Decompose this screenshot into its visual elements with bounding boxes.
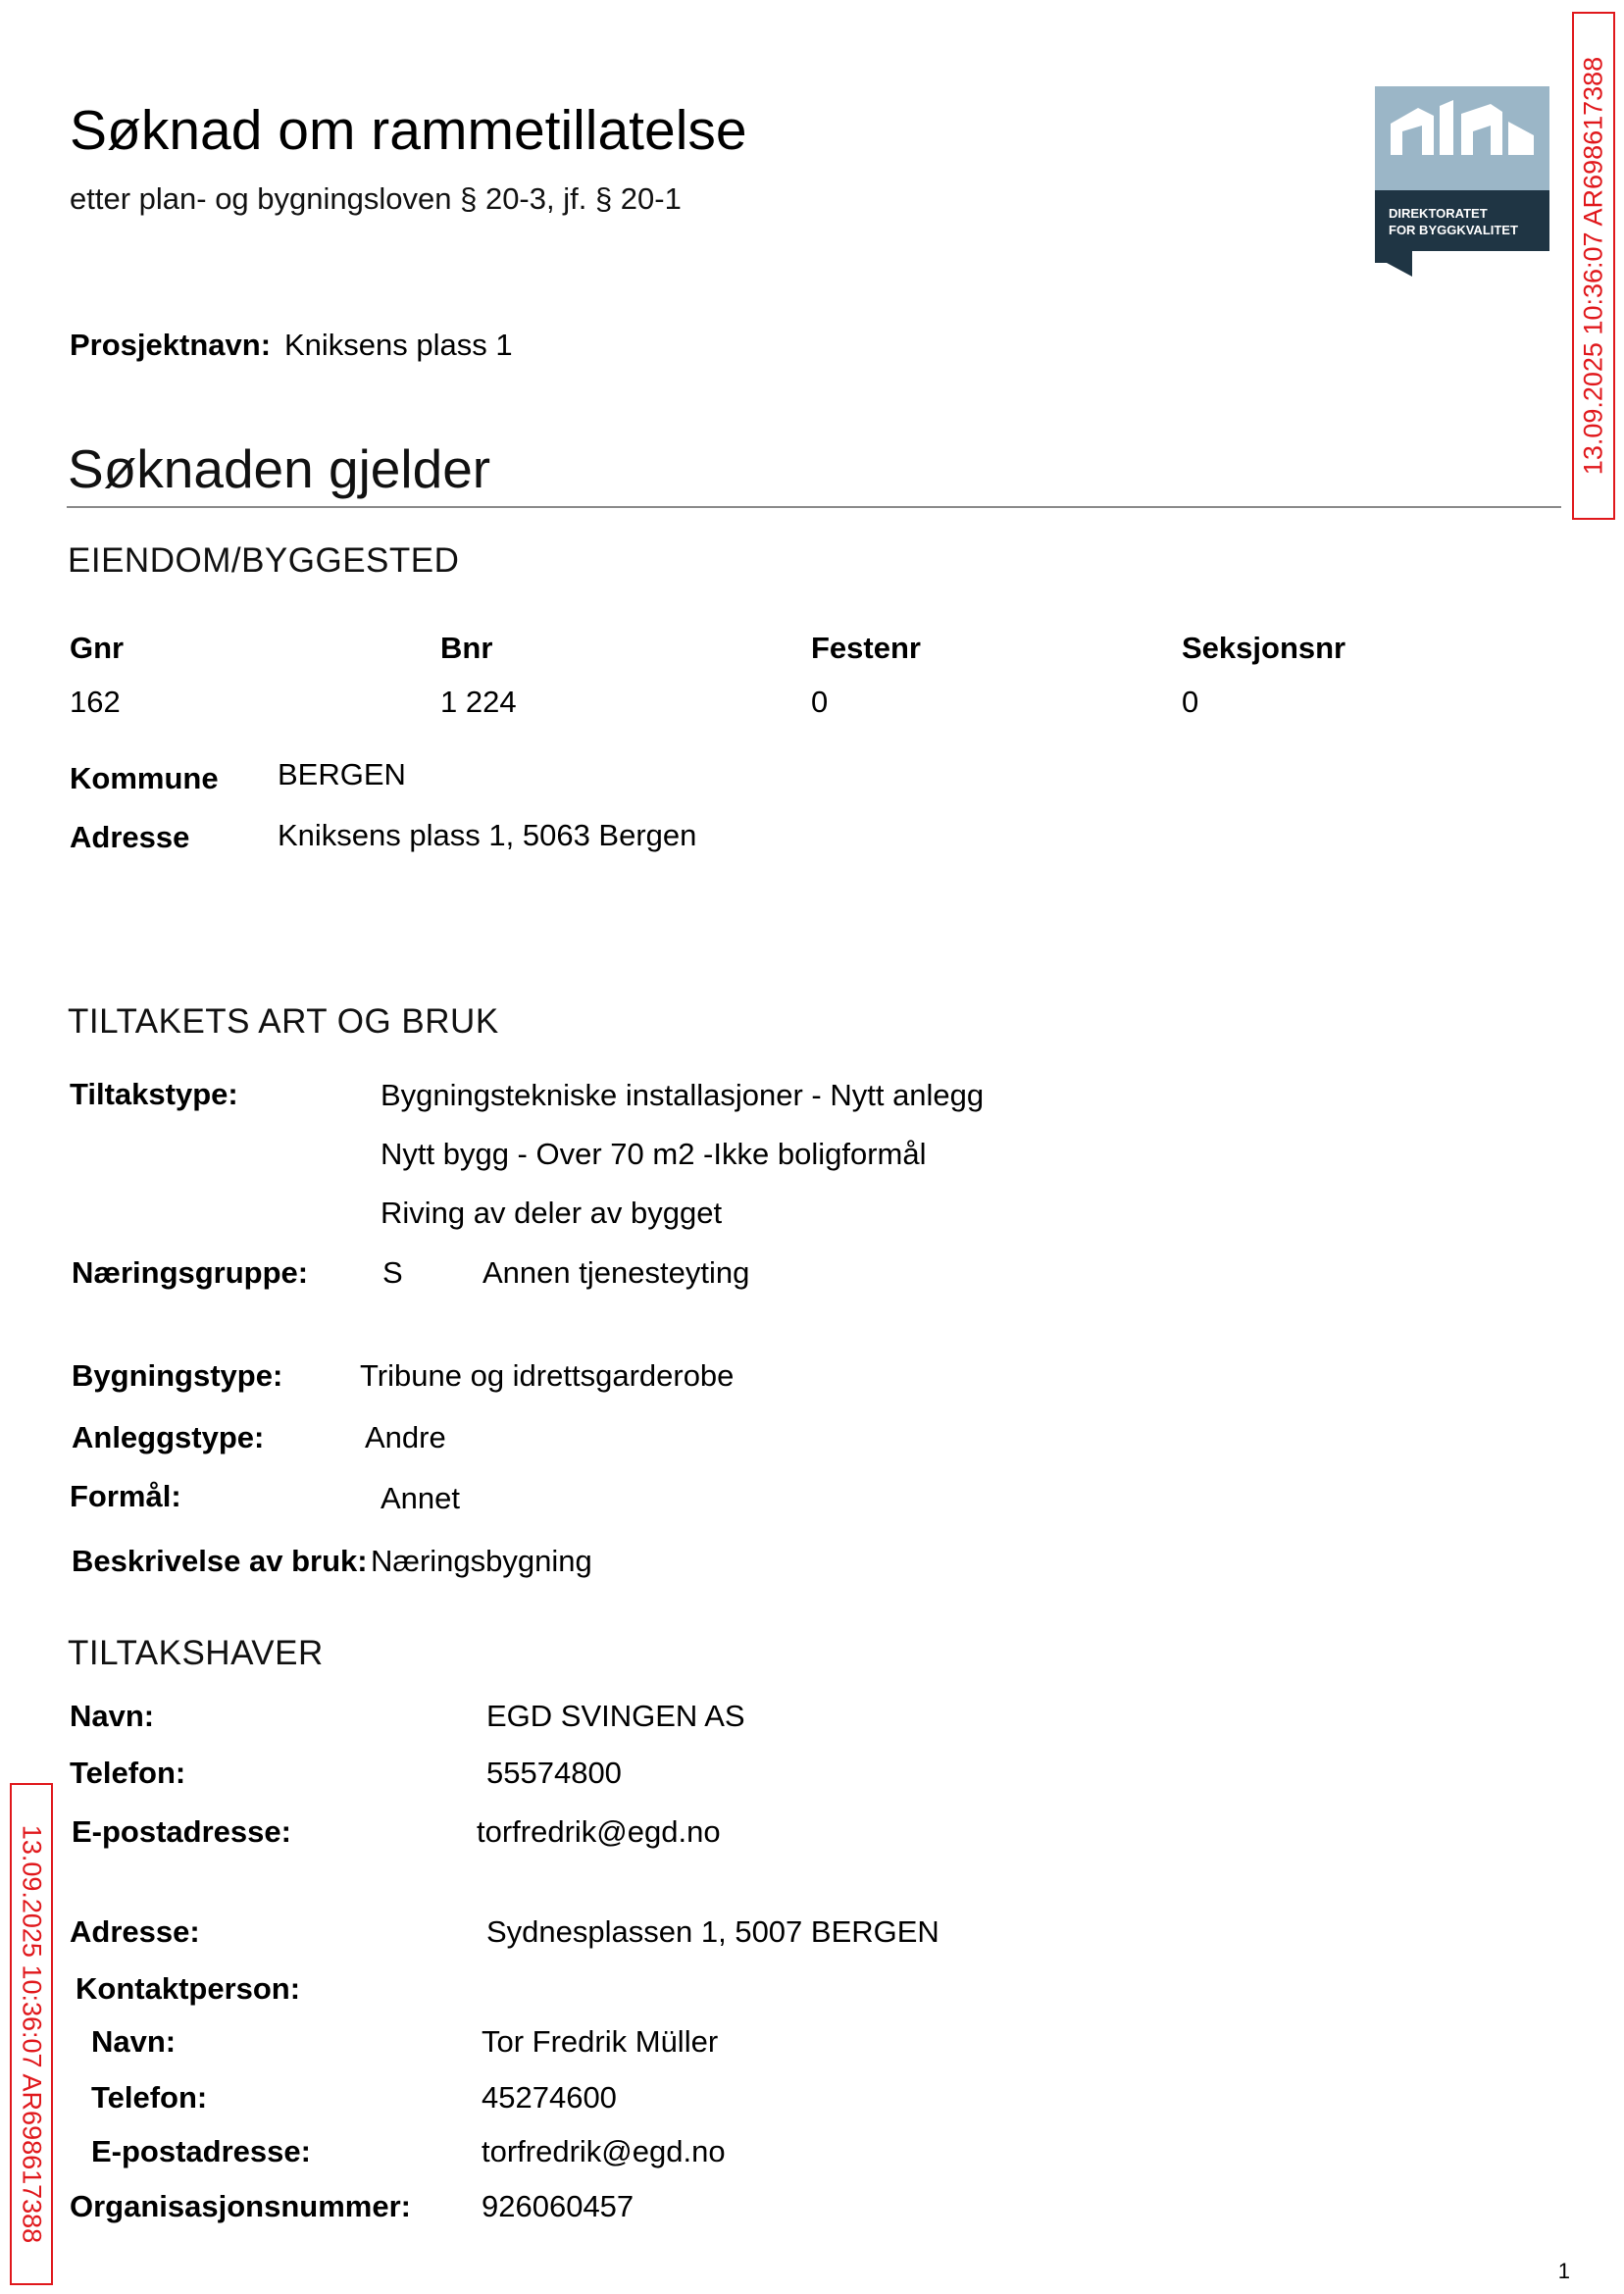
timestamp-stamp-side	[10, 1783, 53, 2285]
bygningstype-value: Tribune og idrettsgarderobe	[360, 1358, 735, 1393]
kontakt-epost-value: torfredrik@egd.no	[482, 2134, 726, 2168]
tiltakstype-value-1: Bygningstekniske installasjoner - Nytt anlegg	[381, 1078, 985, 1112]
property-heading: EIENDOM/BYGGESTED	[68, 541, 460, 580]
measure-heading: TILTAKETS ART OG BRUK	[68, 1002, 499, 1041]
kontakt-navn-value: Tor Fredrik Müller	[482, 2024, 719, 2059]
kontakt-telefon-label: Telefon:	[91, 2080, 208, 2115]
gnr-label: Gnr	[70, 631, 125, 665]
bygningstype-label: Bygningstype:	[72, 1358, 283, 1393]
owner-navn-label: Navn:	[70, 1699, 155, 1733]
beskrivelse-label: Beskrivelse av bruk:	[72, 1544, 368, 1578]
kontaktperson-label: Kontaktperson:	[76, 1971, 301, 2006]
owner-telefon-value: 55574800	[486, 1756, 622, 1790]
logo-text-2: FOR BYGGKVALITET	[1389, 223, 1518, 237]
section-heading: Søknaden gjelder	[68, 438, 491, 499]
owner-adresse-label: Adresse:	[70, 1914, 200, 1949]
project-name-value: Kniksens plass 1	[284, 328, 513, 362]
dibk-logo	[1375, 86, 1549, 277]
logo-text-1: DIREKTORATET	[1389, 206, 1488, 221]
orgnr-label: Organisasjonsnummer:	[70, 2189, 411, 2223]
adresse-value: Kniksens plass 1, 5063 Bergen	[278, 818, 697, 852]
section-divider	[67, 506, 1561, 508]
project-name-label: Prosjektnavn:	[70, 328, 272, 362]
page-title: Søknad om rammetillatelse	[70, 99, 747, 162]
seksjonsnr-label: Seksjonsnr	[1182, 631, 1346, 665]
formal-label: Formål:	[70, 1479, 181, 1513]
gnr-value: 162	[70, 685, 121, 719]
festenr-label: Festenr	[811, 631, 921, 665]
bnr-label: Bnr	[440, 631, 493, 665]
owner-navn-value: EGD SVINGEN AS	[486, 1699, 745, 1733]
kommune-value: BERGEN	[278, 757, 406, 791]
bnr-value: 1 224	[440, 685, 517, 719]
anleggstype-label: Anleggstype:	[72, 1420, 265, 1454]
adresse-label: Adresse	[70, 820, 190, 854]
owner-telefon-label: Telefon:	[70, 1756, 186, 1790]
kommune-label: Kommune	[70, 761, 219, 795]
kontakt-telefon-value: 45274600	[482, 2080, 617, 2115]
page-subtitle: etter plan- og bygningsloven § 20-3, jf. § 20-1	[70, 181, 682, 216]
tiltakstype-value-3: Riving av deler av bygget	[381, 1196, 723, 1230]
timestamp-stamp-side-text: 13.09.2025 10:36:07 AR698617388	[17, 1824, 47, 2244]
timestamp-stamp	[1572, 12, 1615, 520]
orgnr-value: 926060457	[482, 2189, 634, 2223]
naeringsgruppe-code: S	[382, 1255, 403, 1290]
seksjonsnr-value: 0	[1182, 685, 1199, 719]
kontakt-navn-label: Navn:	[91, 2024, 177, 2059]
kontakt-epost-label: E-postadresse:	[91, 2134, 311, 2168]
festenr-value: 0	[811, 685, 829, 719]
beskrivelse-value: Næringsbygning	[371, 1544, 592, 1578]
formal-value: Annet	[381, 1481, 461, 1515]
owner-epost-value: torfredrik@egd.no	[477, 1814, 721, 1849]
owner-epost-label: E-postadresse:	[72, 1814, 291, 1849]
tiltakstype-value-2: Nytt bygg - Over 70 m2 -Ikke boligformål	[381, 1137, 927, 1171]
timestamp-stamp-text: 13.09.2025 10:36:07 AR698617388	[1578, 56, 1608, 476]
anleggstype-value: Andre	[365, 1420, 446, 1454]
naeringsgruppe-label: Næringsgruppe:	[72, 1255, 309, 1290]
page-number: 1	[1557, 2259, 1570, 2283]
owner-adresse-value: Sydnesplassen 1, 5007 BERGEN	[486, 1914, 939, 1949]
tiltakstype-label: Tiltakstype:	[70, 1077, 238, 1111]
owner-heading: TILTAKSHAVER	[68, 1634, 324, 1672]
naeringsgruppe-name: Annen tjenesteyting	[482, 1255, 750, 1290]
